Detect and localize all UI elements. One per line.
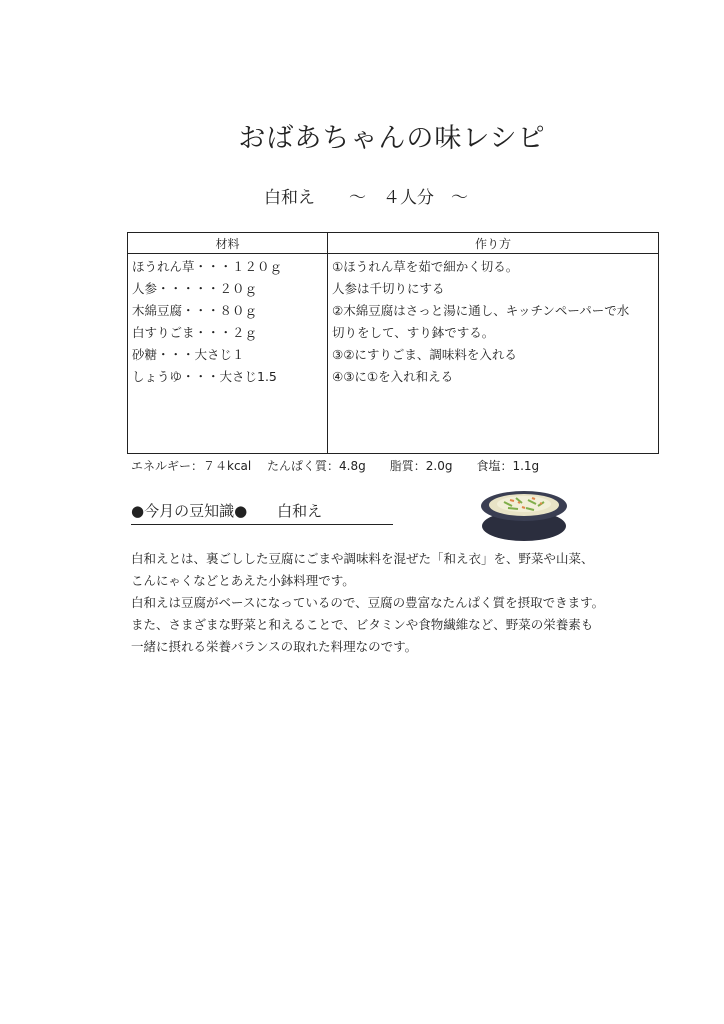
paragraph-line: 一緒に摂れる栄養バランスの取れた料理なのです。: [131, 639, 418, 654]
shiraae-dish-icon: [478, 488, 570, 546]
step-line: ④③に①を入れ和える: [332, 369, 454, 384]
ingredient-item: 白すりごま・・・２ｇ: [132, 325, 258, 340]
page-title: おばあちゃんの味レシピ: [238, 123, 546, 154]
paragraph-line: こんにゃくなどとあえた小鉢料理です。: [131, 573, 355, 588]
paragraph-line: また、さまざまな野菜と和えることで、ビタミンや食物繊維など、野菜の栄養素も: [131, 617, 594, 632]
body-text: [131, 548, 671, 658]
recipe-table: [127, 232, 659, 454]
step-line: 切りをして、すり鉢でする。: [332, 325, 495, 340]
step-line: 人参は千切りにする: [332, 281, 445, 296]
step-line: ①ほうれん草を茹で細かく切る。: [332, 259, 519, 274]
ingredients-header: 材料: [128, 233, 328, 254]
nutrition-info: エネルギー：７４kcal たんぱく質：4.8g 脂質：2.0g 食塩：1.1g: [131, 459, 540, 473]
recipe-subtitle: 白和え ～ ４人分 ～: [264, 188, 468, 208]
steps-header: 作り方: [328, 233, 659, 254]
step-line: ③②にすりごま、調味料を入れる: [332, 347, 517, 362]
steps-cell: [328, 254, 659, 454]
section-heading: ●今月の豆知識● 白和え: [131, 500, 393, 525]
ingredient-item: 砂糖・・・大さじ１: [132, 347, 245, 362]
ingredient-item: 木綿豆腐・・・８０ｇ: [132, 303, 258, 318]
paragraph-line: 白和えとは、裏ごしした豆腐にごまや調味料を混ぜた「和え衣」を、野菜や山菜、: [131, 551, 594, 566]
paragraph-line: 白和えは豆腐がベースになっているので、豆腐の豊富なたんぱく質を摂取できます。: [131, 595, 605, 610]
ingredient-item: ほうれん草・・・１２０ｇ: [132, 259, 283, 274]
ingredients-cell: [128, 254, 328, 454]
ingredient-item: しょうゆ・・・大さじ1.5: [132, 369, 277, 384]
ingredient-item: 人参・・・・・２０ｇ: [132, 281, 258, 296]
step-line: ②木綿豆腐はさっと湯に通し、キッチンペーパーで水: [332, 303, 630, 318]
